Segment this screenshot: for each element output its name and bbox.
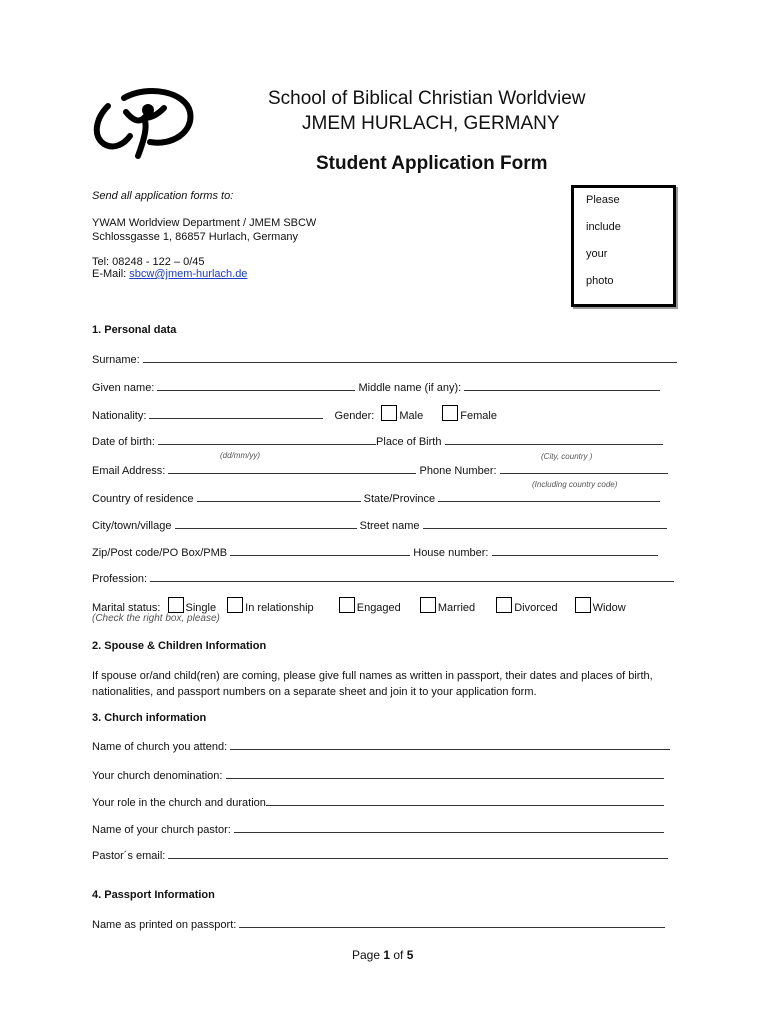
role-row [92, 795, 664, 809]
pastor-email-field[interactable] [168, 848, 668, 859]
denomination-row [92, 768, 664, 782]
profession-label: Profession: [92, 573, 148, 585]
denomination-label: Your church denomination: [92, 770, 223, 782]
state-field[interactable] [438, 491, 660, 502]
photo-text-3: your [586, 248, 608, 260]
phone-hint: (Including country code) [532, 480, 618, 489]
dob-label: Date of birth: [92, 436, 155, 448]
passport-name-row [92, 917, 665, 931]
surname-row [92, 352, 677, 366]
marital-hint: (Check the right box, please) [92, 613, 220, 624]
pastor-email-label: Pastor´s email: [92, 850, 166, 862]
page-total: 5 [406, 948, 414, 962]
nationality-field[interactable] [149, 408, 323, 419]
city-label: City/town/village [92, 520, 172, 532]
phone-field[interactable] [500, 463, 668, 474]
church-label: Name of church you attend: [92, 741, 228, 753]
single-label: Single [185, 602, 217, 614]
marital-label: Marital status: [92, 602, 161, 614]
middle-name-field[interactable] [464, 380, 660, 391]
send-to-label: Send all application forms to: [92, 190, 234, 202]
dob-field[interactable] [158, 434, 376, 445]
zip-row [92, 545, 658, 559]
role-field[interactable] [266, 795, 664, 806]
married-checkbox[interactable] [420, 597, 436, 613]
dept-text: YWAM Worldview Department / JMEM SBCW [92, 217, 317, 229]
profession-field[interactable] [150, 571, 674, 582]
street-field[interactable] [423, 518, 667, 529]
zip-label: Zip/Post code/PO Box/PMB [92, 547, 228, 559]
widow-label: Widow [592, 602, 626, 614]
phone-label: Phone Number: [419, 465, 497, 477]
section2-title: 2. Spouse & Children Information [92, 640, 267, 652]
house-field[interactable] [492, 545, 658, 556]
school-title: School of Biblical Christian Worldview [268, 88, 586, 109]
city-field[interactable] [175, 518, 357, 529]
email-row [92, 463, 668, 477]
passport-name-label: Name as printed on passport: [92, 919, 237, 931]
middle-name-label: Middle name (if any): [358, 382, 462, 394]
female-checkbox[interactable] [442, 405, 458, 421]
male-label: Male [399, 410, 424, 422]
ywam-logo [88, 78, 200, 170]
email-line [92, 268, 247, 280]
dob-hint: (dd/mm/yy) [220, 451, 260, 460]
street-label: Street name [359, 520, 420, 532]
country-label: Country of residence [92, 493, 194, 505]
pastor-field[interactable] [234, 822, 664, 833]
engaged-label: Engaged [356, 602, 401, 614]
page-number [352, 948, 413, 962]
relationship-checkbox[interactable] [227, 597, 243, 613]
photo-text-4: photo [586, 275, 614, 287]
country-field[interactable] [197, 491, 361, 502]
state-label: State/Province [363, 493, 436, 505]
given-name-row [92, 380, 660, 394]
tel-text: Tel: 08248 - 122 – 0/45 [92, 256, 205, 268]
country-row [92, 491, 660, 505]
widow-checkbox[interactable] [575, 597, 591, 613]
address-text: Schlossgasse 1, 86857 Hurlach, Germany [92, 231, 299, 243]
pastor-row [92, 822, 664, 836]
dob-row [92, 434, 663, 448]
page-current: 1 [383, 948, 391, 962]
pastor-label: Name of your church pastor: [92, 824, 231, 836]
page-prefix: Page [352, 948, 384, 962]
photo-text-1: Please [586, 194, 620, 206]
page-of: of [390, 948, 407, 962]
pastor-email-row [92, 848, 668, 862]
section3-title: 3. Church information [92, 712, 207, 724]
nationality-row [92, 405, 497, 422]
email-link[interactable]: sbcw@jmem-hurlach.de [129, 268, 248, 280]
place-of-birth-label: Place of Birth [376, 436, 442, 448]
location-title: JMEM HURLACH, GERMANY [302, 113, 560, 134]
church-field[interactable] [230, 739, 670, 750]
section4-title: 4. Passport Information [92, 889, 215, 901]
zip-field[interactable] [230, 545, 410, 556]
form-title: Student Application Form [316, 153, 548, 174]
photo-box [571, 185, 676, 307]
section2-text: If spouse or/and child(ren) are coming, please give full names as written in passport, their dates and places of birth, nationalities, and passport numbers on a separate sheet and join it to your application form. [92, 670, 653, 698]
section1-title: 1. Personal data [92, 324, 177, 336]
city-row [92, 518, 667, 532]
given-name-label: Given name: [92, 382, 155, 394]
email-address-label: Email Address: [92, 465, 166, 477]
denomination-field[interactable] [226, 768, 664, 779]
given-name-field[interactable] [157, 380, 355, 391]
profession-row [92, 571, 674, 585]
surname-label: Surname: [92, 354, 140, 366]
photo-text-2: include [586, 221, 621, 233]
pob-hint: (City, country ) [541, 452, 593, 461]
church-row [92, 739, 670, 753]
place-of-birth-field[interactable] [445, 434, 663, 445]
gender-label: Gender: [334, 410, 375, 422]
married-label: Married [437, 602, 476, 614]
relationship-label: In relationship [245, 602, 314, 614]
passport-name-field[interactable] [239, 917, 665, 928]
marital-row [92, 597, 626, 614]
single-checkbox[interactable] [168, 597, 184, 613]
surname-field[interactable] [143, 352, 677, 363]
house-label: House number: [413, 547, 489, 559]
divorced-label: Divorced [514, 602, 558, 614]
role-label: Your role in the church and duration [92, 797, 266, 809]
email-label: E-Mail: [92, 268, 130, 280]
engaged-checkbox[interactable] [339, 597, 355, 613]
female-label: Female [460, 410, 497, 422]
email-address-field[interactable] [168, 463, 416, 474]
male-checkbox[interactable] [381, 405, 397, 421]
nationality-label: Nationality: [92, 410, 147, 422]
divorced-checkbox[interactable] [496, 597, 512, 613]
